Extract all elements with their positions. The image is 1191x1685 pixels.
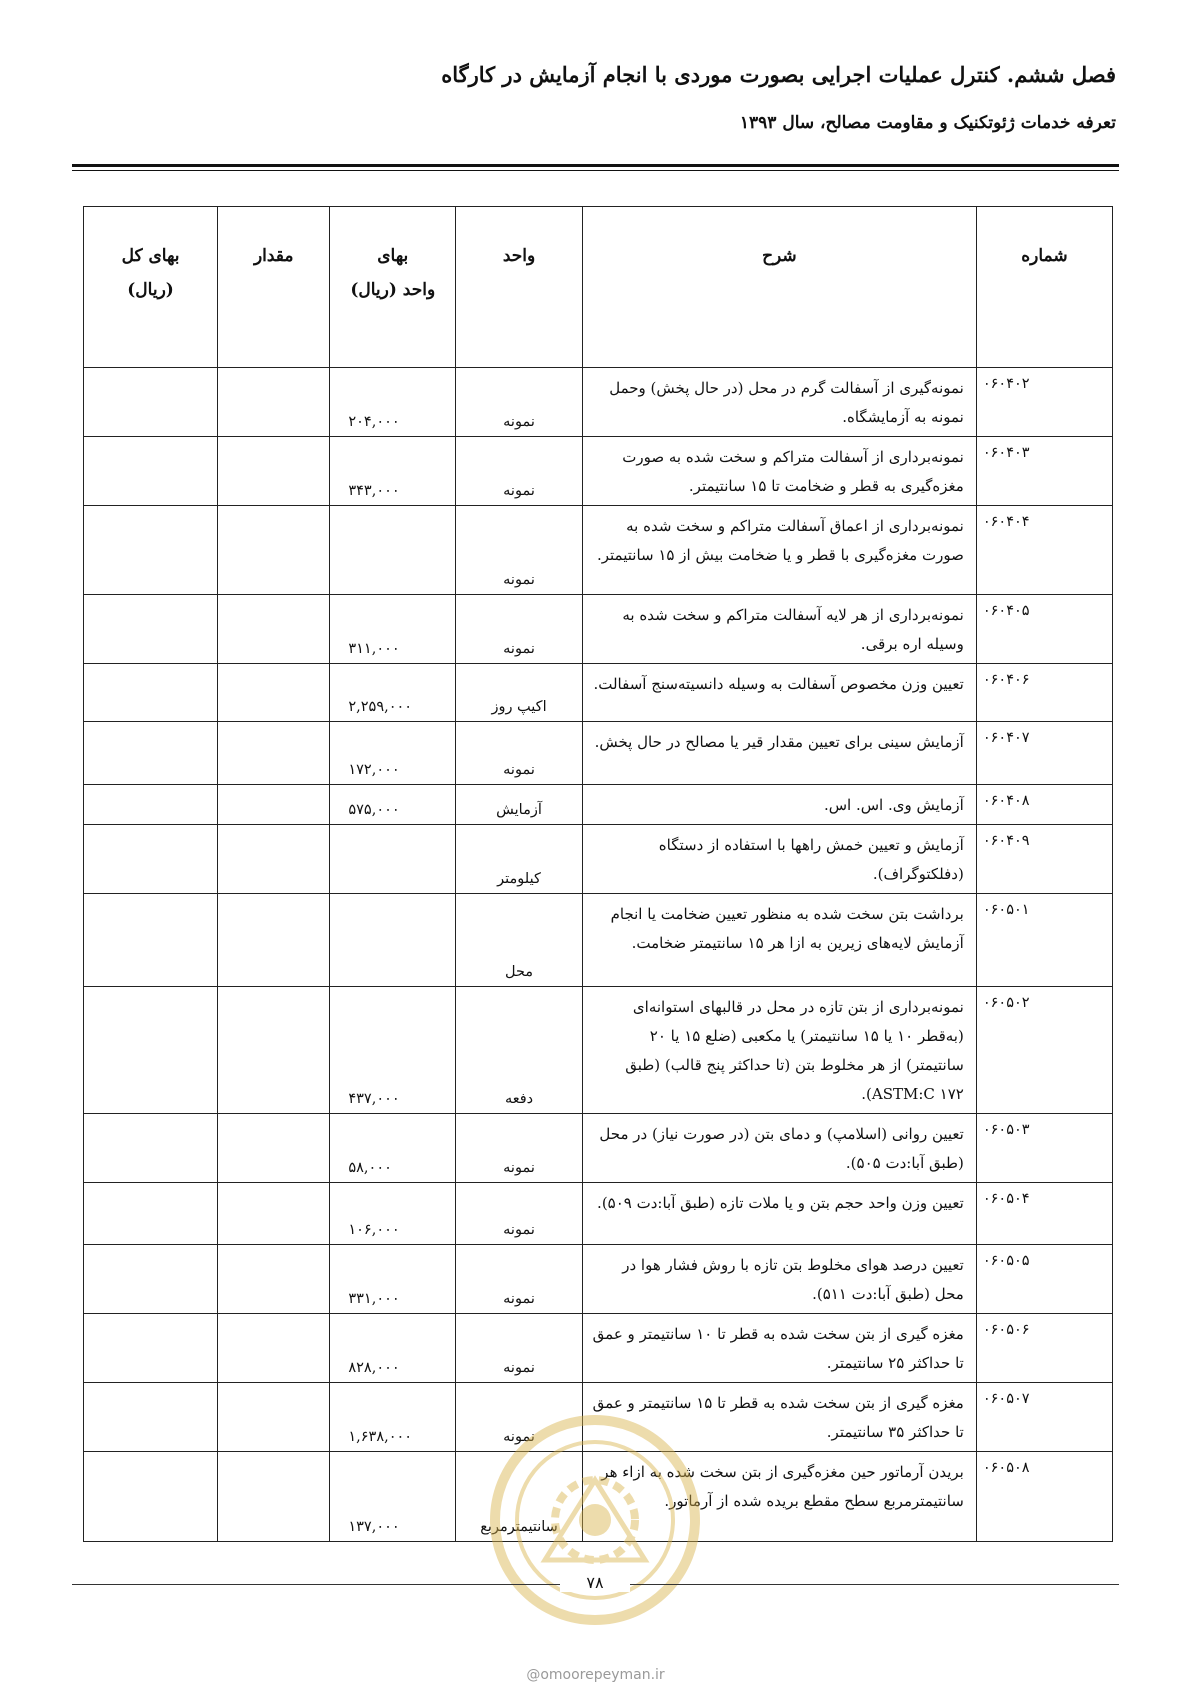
item-total-price [84, 1383, 218, 1452]
item-description: تعیین روانی (اسلامپ) و دمای بتن (در صورت نیاز) در محل (طبق آبا:دت ۵۰۵). [582, 1114, 976, 1183]
table-row [84, 1114, 1113, 1183]
item-number: ۰۶۰۴۰۵ [976, 595, 1112, 664]
table-row [84, 368, 1113, 437]
header-divider [72, 164, 1119, 167]
item-quantity [218, 595, 330, 664]
table-row [84, 785, 1113, 825]
item-total-price [84, 785, 218, 825]
item-unit-price: ۵۷۵,۰۰۰ [330, 785, 456, 825]
item-quantity [218, 368, 330, 437]
item-number: ۰۶۰۴۰۴ [976, 506, 1112, 595]
item-number: ۰۶۰۴۰۶ [976, 664, 1112, 722]
item-unit-price: ۳۳۱,۰۰۰ [330, 1245, 456, 1314]
item-unit-price: ۱,۶۳۸,۰۰۰ [330, 1383, 456, 1452]
item-number: ۰۶۰۴۰۷ [976, 722, 1112, 785]
item-description: نمونه‌برداری از اعماق آسفالت متراکم و سخت شده به صورت مغزه‌گیری با قطر و یا ضخامت بیش از ۱۵ سانتیمتر. [582, 506, 976, 595]
column-header-number: شماره [976, 207, 1112, 368]
header-divider-thin [72, 170, 1119, 171]
table-row [84, 506, 1113, 595]
item-number: ۰۶۰۵۰۱ [976, 894, 1112, 987]
item-number: ۰۶۰۵۰۳ [976, 1114, 1112, 1183]
table-row [84, 1245, 1113, 1314]
item-unit: نمونه [456, 368, 583, 437]
item-unit: نمونه [456, 506, 583, 595]
item-unit: نمونه [456, 1183, 583, 1245]
item-quantity [218, 785, 330, 825]
item-total-price [84, 506, 218, 595]
item-description: نمونه‌برداری از آسفالت متراکم و سخت شده به صورت مغزه‌گیری به قطر و ضخامت تا ۱۵ سانتیمتر. [582, 437, 976, 506]
item-unit-price: ۵۸,۰۰۰ [330, 1114, 456, 1183]
item-quantity [218, 1114, 330, 1183]
column-header-quantity: مقدار [218, 207, 330, 368]
item-unit-price: ۱۰۶,۰۰۰ [330, 1183, 456, 1245]
item-quantity [218, 1383, 330, 1452]
table-row [84, 722, 1113, 785]
item-unit-price: ۱۷۲,۰۰۰ [330, 722, 456, 785]
price-table [83, 206, 1113, 1542]
item-quantity [218, 894, 330, 987]
item-quantity [218, 1452, 330, 1542]
item-unit: نمونه [456, 1314, 583, 1383]
column-header-unit-price: بهای واحد (ریال) [330, 207, 456, 368]
item-total-price [84, 722, 218, 785]
item-unit: اکیپ روز [456, 664, 583, 722]
item-quantity [218, 506, 330, 595]
item-quantity [218, 987, 330, 1114]
item-total-price [84, 987, 218, 1114]
item-total-price [84, 368, 218, 437]
item-total-price [84, 1314, 218, 1383]
item-description: تعیین وزن واحد حجم بتن و یا ملات تازه (طبق آبا:دت ۵۰۹). [582, 1183, 976, 1245]
item-unit-price [330, 894, 456, 987]
item-description: تعیین وزن مخصوص آسفالت به وسیله دانسیته‌سنج آسفالت. [582, 664, 976, 722]
item-description: مغزه گیری از بتن سخت شده به قطر تا ۱۵ سانتیمتر و عمق تا حداکثر ۳۵ سانتیمتر. [582, 1383, 976, 1452]
column-header-description: شرح [582, 207, 976, 368]
item-description: نمونه‌برداری از هر لایه آسفالت متراکم و سخت شده به وسیله اره برقی. [582, 595, 976, 664]
item-unit: نمونه [456, 595, 583, 664]
item-quantity [218, 1183, 330, 1245]
item-total-price [84, 825, 218, 894]
item-number: ۰۶۰۵۰۴ [976, 1183, 1112, 1245]
table-row [84, 437, 1113, 506]
item-total-price [84, 1245, 218, 1314]
item-unit: سانتیمترمربع [456, 1452, 583, 1542]
item-description: تعیین درصد هوای مخلوط بتن تازه با روش فشار هوا در محل (طبق آبا:دت ۵۱۱). [582, 1245, 976, 1314]
item-unit-price [330, 506, 456, 595]
item-total-price [84, 1183, 218, 1245]
table-row [84, 987, 1113, 1114]
item-total-price [84, 894, 218, 987]
item-description: نمونه‌گیری از آسفالت گرم در محل (در حال پخش) وحمل نمونه به آزمایشگاه. [582, 368, 976, 437]
item-description: آزمایش سینی برای تعیین مقدار قیر یا مصالح در حال پخش. [582, 722, 976, 785]
item-unit-price: ۳۴۳,۰۰۰ [330, 437, 456, 506]
item-unit: کیلومتر [456, 825, 583, 894]
item-unit-price [330, 825, 456, 894]
chapter-title: فصل ششم. کنترل عملیات اجرایی بصورت موردی با انجام آزمایش در کارگاه [441, 62, 1116, 87]
column-header-total-price: بهای کل (ریال) [84, 207, 218, 368]
table-header-row [84, 207, 1113, 368]
item-unit: نمونه [456, 1245, 583, 1314]
item-description: نمونه‌برداری از بتن تازه در محل در قالبهای استوانه‌ای (به‌قطر ۱۰ یا ۱۵ سانتیمتر) یا مکعبی (ضلع ۱۵ یا ۲۰ سانتیمتر) از هر مخلوط بتن (تا حداکثر پنج قالب) (طبق ASTM:C ۱۷۲). [582, 987, 976, 1114]
item-number: ۰۶۰۴۰۳ [976, 437, 1112, 506]
document-subtitle: تعرفه خدمات ژئوتکنیک و مقاومت مصالح، سال ۱۳۹۳ [739, 113, 1116, 133]
site-watermark: @omoorepeyman.ir [526, 1667, 665, 1683]
item-unit-price: ۲۰۴,۰۰۰ [330, 368, 456, 437]
item-total-price [84, 437, 218, 506]
table-row [84, 1183, 1113, 1245]
item-description: آزمایش وی. اس. اس. [582, 785, 976, 825]
item-quantity [218, 1245, 330, 1314]
item-unit-price: ۸۲۸,۰۰۰ [330, 1314, 456, 1383]
item-quantity [218, 825, 330, 894]
item-description: برداشت بتن سخت شده به منظور تعیین ضخامت یا انجام آزمایش لایه‌های زیرین به ازا هر ۱۵ سانتیمتر ضخامت. [582, 894, 976, 987]
item-number: ۰۶۰۵۰۸ [976, 1452, 1112, 1542]
item-number: ۰۶۰۵۰۷ [976, 1383, 1112, 1452]
item-unit-price: ۳۱۱,۰۰۰ [330, 595, 456, 664]
item-number: ۰۶۰۴۰۲ [976, 368, 1112, 437]
item-total-price [84, 664, 218, 722]
table-row [84, 1314, 1113, 1383]
item-description: مغزه گیری از بتن سخت شده به قطر تا ۱۰ سانتیمتر و عمق تا حداکثر ۲۵ سانتیمتر. [582, 1314, 976, 1383]
item-unit-price: ۲,۲۵۹,۰۰۰ [330, 664, 456, 722]
item-unit: آزمایش [456, 785, 583, 825]
table-row [84, 595, 1113, 664]
item-unit-price: ۴۳۷,۰۰۰ [330, 987, 456, 1114]
item-number: ۰۶۰۵۰۵ [976, 1245, 1112, 1314]
item-unit: نمونه [456, 1383, 583, 1452]
item-quantity [218, 722, 330, 785]
column-header-unit: واحد [456, 207, 583, 368]
item-unit: نمونه [456, 722, 583, 785]
item-total-price [84, 1452, 218, 1542]
item-quantity [218, 437, 330, 506]
table-row [84, 664, 1113, 722]
item-number: ۰۶۰۴۰۹ [976, 825, 1112, 894]
item-quantity [218, 1314, 330, 1383]
item-description: بریدن آرماتور حین مغزه‌گیری از بتن سخت شده به ازاء هر سانتیمترمربع سطح مقطع بریده شده از آرماتور. [582, 1452, 976, 1542]
item-unit: دفعه [456, 987, 583, 1114]
item-unit: نمونه [456, 1114, 583, 1183]
table-row [84, 894, 1113, 987]
item-unit-price: ۱۳۷,۰۰۰ [330, 1452, 456, 1542]
table-row [84, 825, 1113, 894]
item-quantity [218, 664, 330, 722]
page-number: ۷۸ [560, 1573, 630, 1592]
table-body [84, 368, 1113, 1542]
item-number: ۰۶۰۵۰۶ [976, 1314, 1112, 1383]
item-unit: نمونه [456, 437, 583, 506]
item-description: آزمایش و تعیین خمش راهها با استفاده از دستگاه (دفلکتوگراف). [582, 825, 976, 894]
item-total-price [84, 595, 218, 664]
item-total-price [84, 1114, 218, 1183]
seal-watermark-icon [485, 1410, 705, 1630]
item-number: ۰۶۰۵۰۲ [976, 987, 1112, 1114]
item-unit: محل [456, 894, 583, 987]
item-number: ۰۶۰۴۰۸ [976, 785, 1112, 825]
